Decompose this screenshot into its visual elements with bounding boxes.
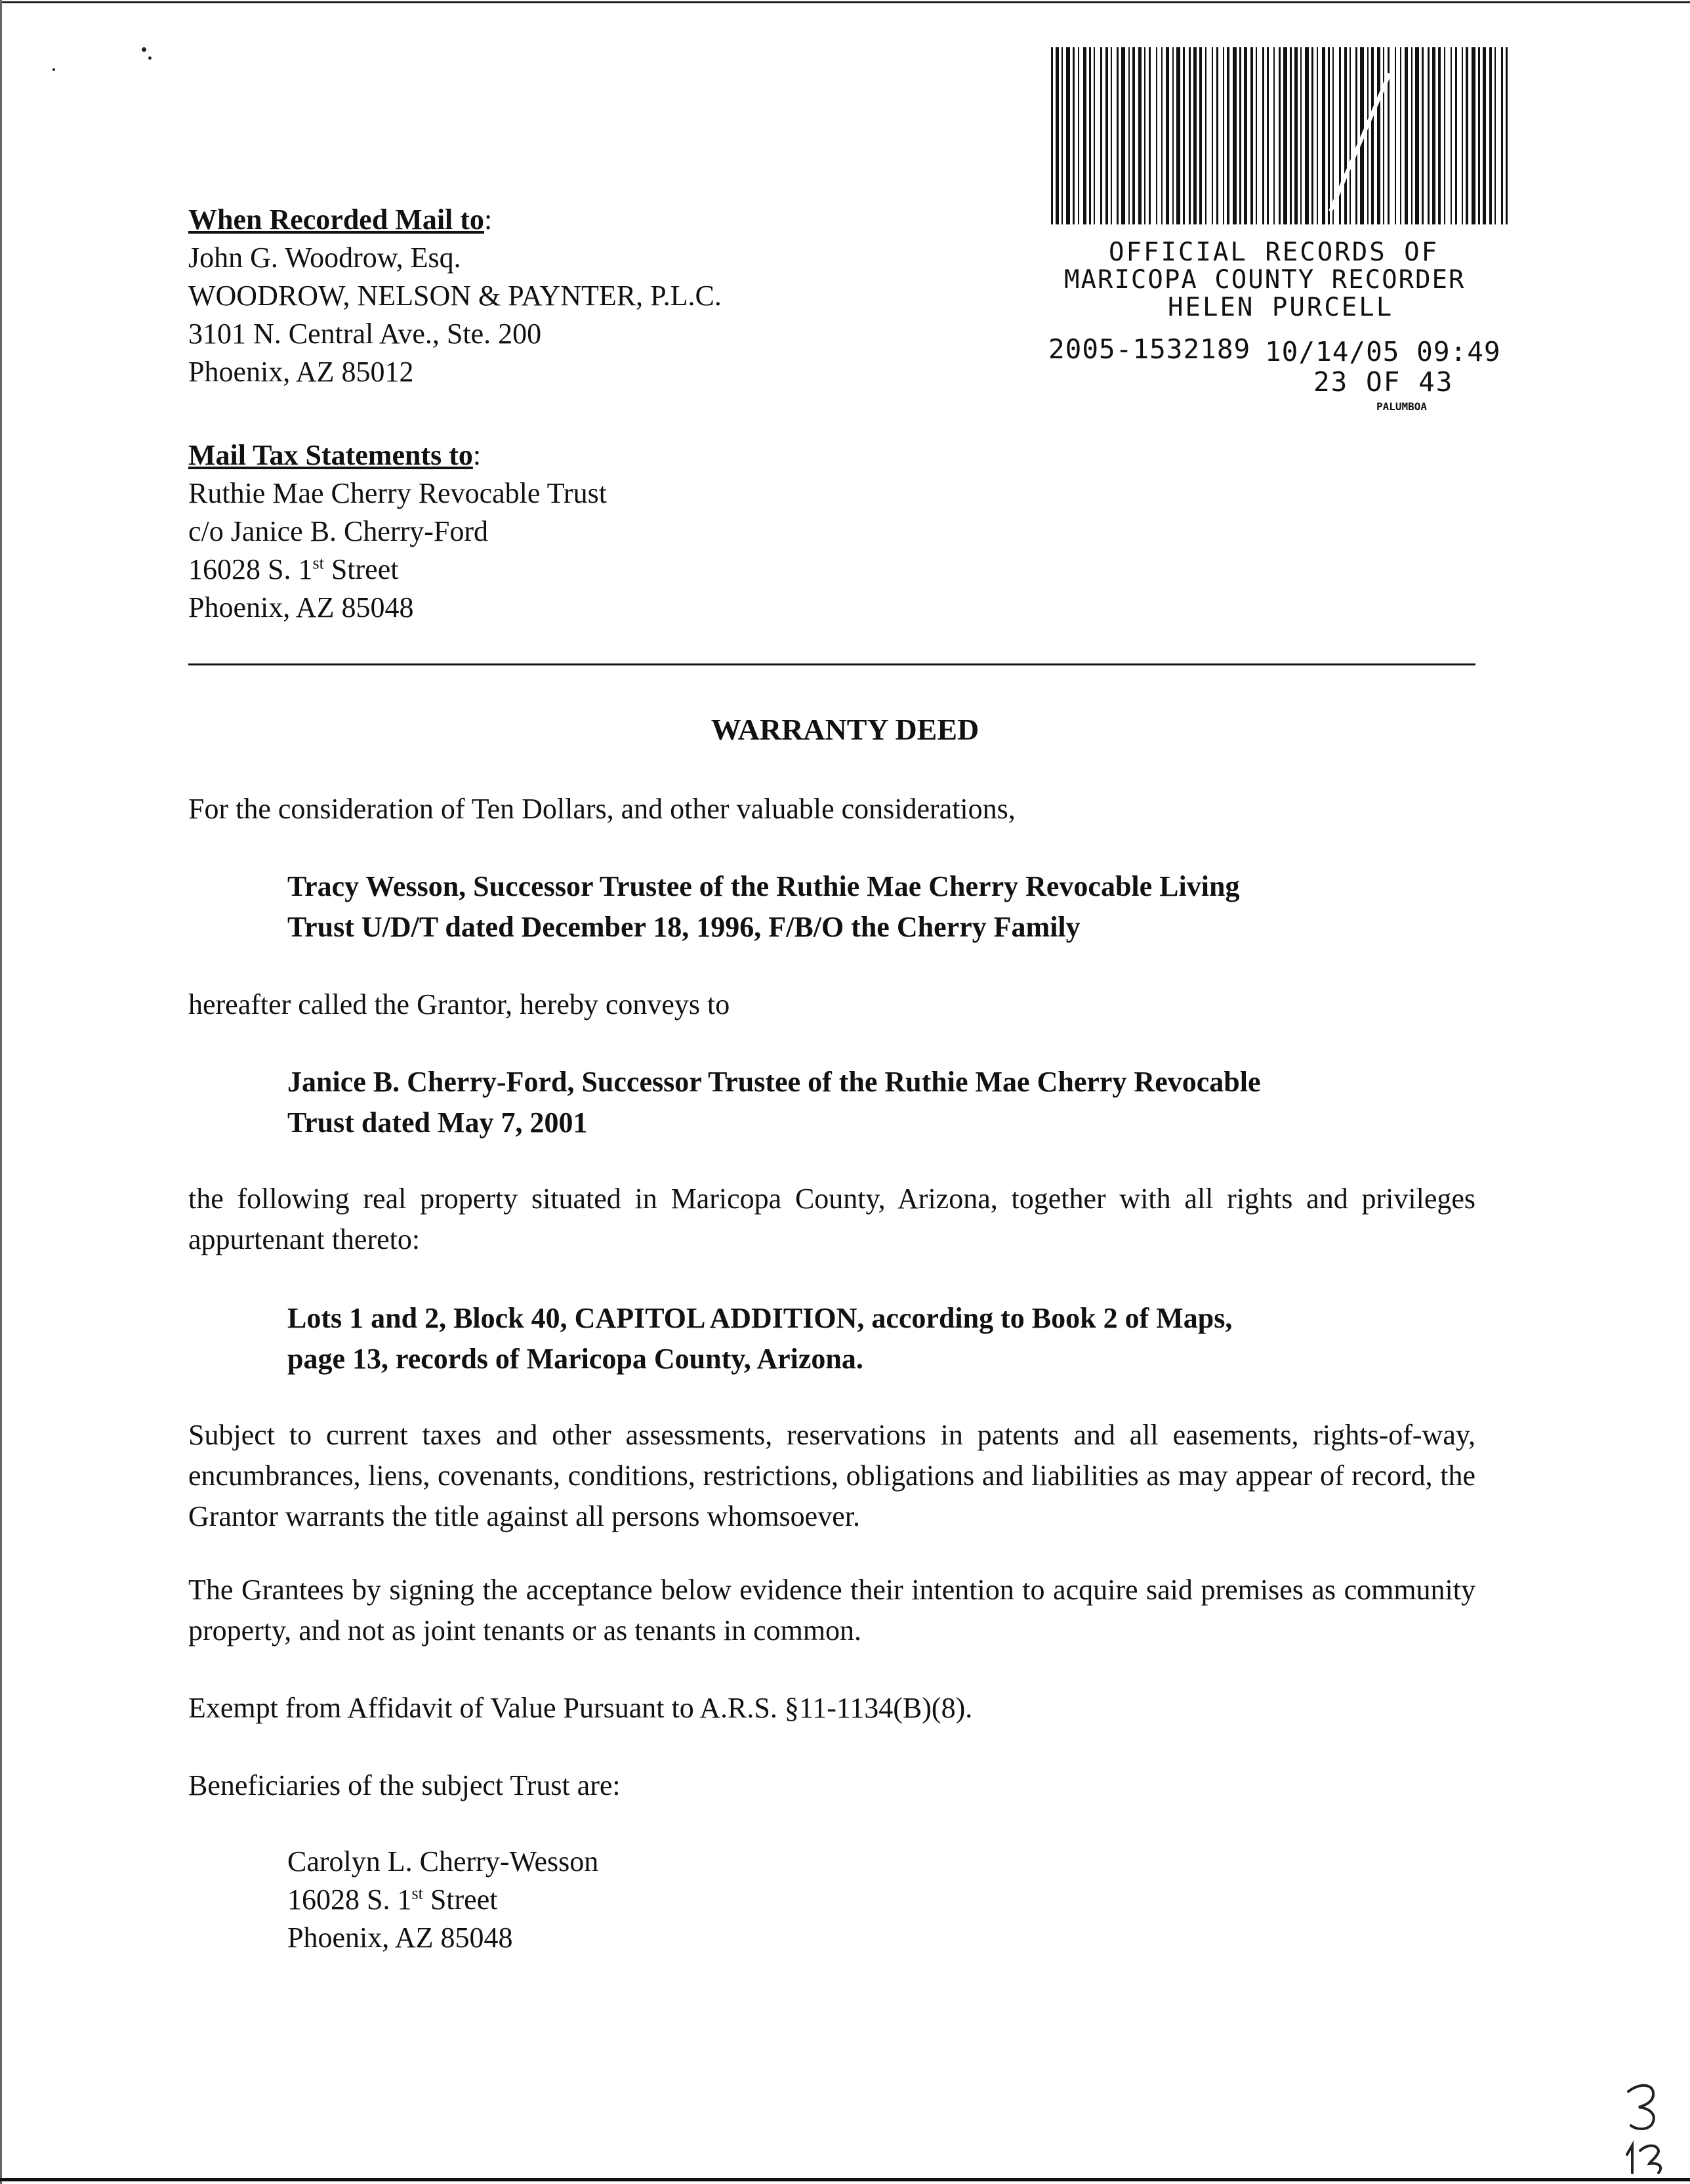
beneficiaries-intro-text: Beneficiaries of the subject Trust are: <box>188 1769 621 1801</box>
barcode-bar <box>1350 47 1351 224</box>
barcode-bar <box>1422 47 1424 224</box>
barcode-bar <box>1176 47 1180 224</box>
barcode-bar <box>1311 47 1313 224</box>
barcode-bar <box>1383 47 1384 224</box>
tax-to-block <box>188 436 607 627</box>
barcode-bar <box>1061 47 1063 224</box>
recorder-doc-number: 2005-1532189 <box>1048 333 1251 365</box>
barcode-bar <box>1267 47 1269 224</box>
barcode-bar <box>1451 47 1452 224</box>
barcode-bar <box>1377 47 1380 224</box>
barcode-bar <box>1405 47 1408 224</box>
barcode-bar <box>1355 47 1357 224</box>
mail-to-street: 3101 N. Central Ave., Ste. 200 <box>188 318 542 350</box>
tax-to-street-number: 16028 S. 1 <box>188 553 313 585</box>
legal-description-line-1: Lots 1 and 2, Block 40, CAPITOL ADDITION, according to Book 2 of Maps, <box>287 1302 1233 1334</box>
tax-to-street <box>188 551 607 589</box>
barcode-bar <box>1411 47 1412 224</box>
property-intro-text: the following real property situated in Maricopa County, Arizona, together with all rights and privileges appurtenant thereto: <box>188 1183 1475 1255</box>
barcode-bar <box>1438 47 1441 224</box>
barcode-bar <box>1328 47 1330 224</box>
barcode-bar <box>1094 47 1095 224</box>
mail-to-firm: WOODROW, NELSON & PAYNTER, P.L.C. <box>188 280 722 312</box>
barcode-bar <box>1128 47 1130 224</box>
recorder-datetime: 10/14/05 09:49 <box>1265 336 1501 368</box>
beneficiary-city: Phoenix, AZ 85048 <box>287 1922 513 1954</box>
beneficiary-name: Carolyn L. Cherry-Wesson <box>287 1845 599 1878</box>
barcode-bar <box>1317 47 1318 224</box>
recorder-stamp-line-3: HELEN PURCELL <box>1168 293 1394 322</box>
beneficiary-street-name: Street <box>422 1883 498 1916</box>
barcode-bar <box>1216 47 1218 224</box>
exempt-text: Exempt from Affidavit of Value Pursuant to A.R.S. §11-1134(B)(8). <box>188 1692 973 1724</box>
barcode-bar <box>1466 47 1468 224</box>
grantee-block <box>287 1062 1416 1143</box>
recorder-clerk: PALUMBOA <box>1376 400 1428 413</box>
legal-description-line-2: page 13, records of Maricopa County, Arizona. <box>287 1343 863 1375</box>
tax-to-heading-line: Mail Tax Statements to: <box>188 439 482 471</box>
beneficiary-street-number: 16028 S. 1 <box>287 1883 412 1916</box>
recorder-stamp-line-1: OFFICIAL RECORDS OF <box>1109 238 1439 267</box>
recording-barcode <box>1048 47 1514 224</box>
recorder-stamp-line-2: MARICOPA COUNTY RECORDER <box>1064 265 1466 295</box>
beneficiary-block <box>287 1843 598 1957</box>
mail-to-block <box>188 201 722 391</box>
barcode-bar <box>1395 47 1396 224</box>
barcode-bar <box>1100 47 1102 224</box>
recorder-page-count: 23 OF 43 <box>1313 366 1454 398</box>
barcode-bar <box>1262 47 1264 224</box>
barcode-bar <box>1478 47 1480 224</box>
subject-to-text: Subject to current taxes and other assessments, reservations in patents and all easements, rights-of-way, encumbrances, liens, covenants, conditions, restrictions, obligations and liabilities as may appear of record, the Grantor warrants the title against all persons whomsoever. <box>188 1419 1475 1532</box>
barcode-bar <box>1415 47 1419 224</box>
barcode-bar <box>1367 47 1369 224</box>
barcode-bar <box>1444 47 1445 224</box>
barcode-bar <box>1212 47 1213 224</box>
barcode-bar <box>1144 47 1145 224</box>
barcode-bar <box>1400 47 1401 224</box>
barcode-bar <box>1501 47 1503 224</box>
barcode-bar <box>1339 47 1341 224</box>
barcode-bar <box>1273 47 1275 224</box>
mail-to-heading-line: When Recorded Mail to: <box>188 203 493 236</box>
barcode-bar <box>1233 47 1237 224</box>
barcode-bar <box>1290 47 1292 224</box>
barcode-bar <box>1149 47 1151 224</box>
barcode-bar <box>1121 47 1125 224</box>
tax-to-city: Phoenix, AZ 85048 <box>188 591 414 623</box>
section-divider <box>188 663 1475 665</box>
barcode-bar <box>1051 47 1053 224</box>
beneficiary-street <box>287 1881 598 1919</box>
grantor-block <box>287 866 1416 948</box>
barcode-bar <box>1227 47 1229 224</box>
handwritten-page-mark <box>1620 2077 1673 2175</box>
tax-to-street-name: Street <box>323 553 399 585</box>
barcode-bar <box>1371 47 1374 224</box>
page-top-edge <box>0 1 1690 3</box>
barcode-bar <box>1489 47 1492 224</box>
page-left-edge <box>0 0 2 2184</box>
barcode-bar <box>1250 47 1253 224</box>
barcode-bar <box>1283 47 1287 224</box>
beneficiary-street-sup: st <box>411 1883 423 1903</box>
barcode-bar <box>1322 47 1325 224</box>
barcode-bar <box>1199 47 1202 224</box>
barcode-bar <box>1506 47 1508 224</box>
grantee-line-1: Janice B. Cherry-Ford, Successor Trustee of the Ruthie Mae Cherry Revocable <box>287 1066 1261 1098</box>
barcode-bar <box>1244 47 1247 224</box>
barcode-bar <box>1483 47 1486 224</box>
barcode-bar <box>1472 47 1475 224</box>
tax-to-street-sup: st <box>312 553 324 573</box>
barcode-bar <box>1432 47 1435 224</box>
tax-to-care-of: c/o Janice B. Cherry-Ford <box>188 515 488 547</box>
barcode-bar <box>1166 47 1169 224</box>
barcode-bar <box>1073 47 1075 224</box>
barcode-bar <box>1205 47 1206 224</box>
barcode-bar <box>1344 47 1347 224</box>
conveys-text: hereafter called the Grantor, hereby conveys to <box>188 988 730 1020</box>
grantor-line-2: Trust U/D/T dated December 18, 1996, F/B/O the Cherry Family <box>287 911 1081 943</box>
document-title: WARRANTY DEED <box>711 713 979 746</box>
barcode-bar <box>1193 47 1197 224</box>
grantor-line-1: Tracy Wesson, Successor Trustee of the Ruthie Mae Cherry Revocable Living <box>287 870 1240 902</box>
barcode-bar <box>1138 47 1142 224</box>
barcode-bar <box>1428 47 1430 224</box>
barcode-bar <box>1183 47 1185 224</box>
tax-to-trust: Ruthie Mae Cherry Revocable Trust <box>188 477 607 509</box>
barcode-bar <box>1083 47 1086 224</box>
legal-description-block <box>287 1298 1416 1379</box>
scan-speck <box>52 68 55 71</box>
barcode-bar <box>1172 47 1174 224</box>
barcode-bar <box>1056 47 1059 224</box>
barcode-bar <box>1156 47 1157 224</box>
barcode-bar <box>1305 47 1309 224</box>
page-bottom-edge <box>0 2178 1690 2181</box>
barcode-bar <box>1494 47 1496 224</box>
barcode-bar <box>1089 47 1091 224</box>
barcode-bar <box>1111 47 1112 224</box>
scan-speck <box>142 47 146 52</box>
consideration-text: For the consideration of Ten Dollars, and other valuable considerations, <box>188 793 1016 825</box>
barcode-bar <box>1223 47 1224 224</box>
barcode-bar <box>1132 47 1135 224</box>
barcode-bars <box>1051 47 1508 224</box>
barcode-bar <box>1078 47 1079 224</box>
grantees-intent-text: The Grantees by signing the acceptance below evidence their intention to acquire said premises as community property, and not as joint tenants or as tenants in common. <box>188 1574 1475 1647</box>
barcode-bar <box>1256 47 1257 224</box>
scan-speck <box>148 56 152 60</box>
tax-to-heading: Mail Tax Statements to <box>188 439 473 471</box>
barcode-bar <box>1300 47 1302 224</box>
barcode-bar <box>1066 47 1070 224</box>
mail-to-heading: When Recorded Mail to <box>188 203 484 236</box>
barcode-bar <box>1117 47 1119 224</box>
barcode-bar <box>1455 47 1457 224</box>
barcode-bar <box>1189 47 1191 224</box>
barcode-bar <box>1105 47 1108 224</box>
barcode-bar <box>1332 47 1334 224</box>
mail-to-city: Phoenix, AZ 85012 <box>188 356 414 388</box>
barcode-bar <box>1294 47 1298 224</box>
barcode-bar <box>1279 47 1281 224</box>
mail-to-name: John G. Woodrow, Esq. <box>188 242 461 274</box>
barcode-bar <box>1239 47 1241 224</box>
grantee-line-2: Trust dated May 7, 2001 <box>287 1106 588 1139</box>
barcode-bar <box>1462 47 1463 224</box>
barcode-bar <box>1161 47 1163 224</box>
